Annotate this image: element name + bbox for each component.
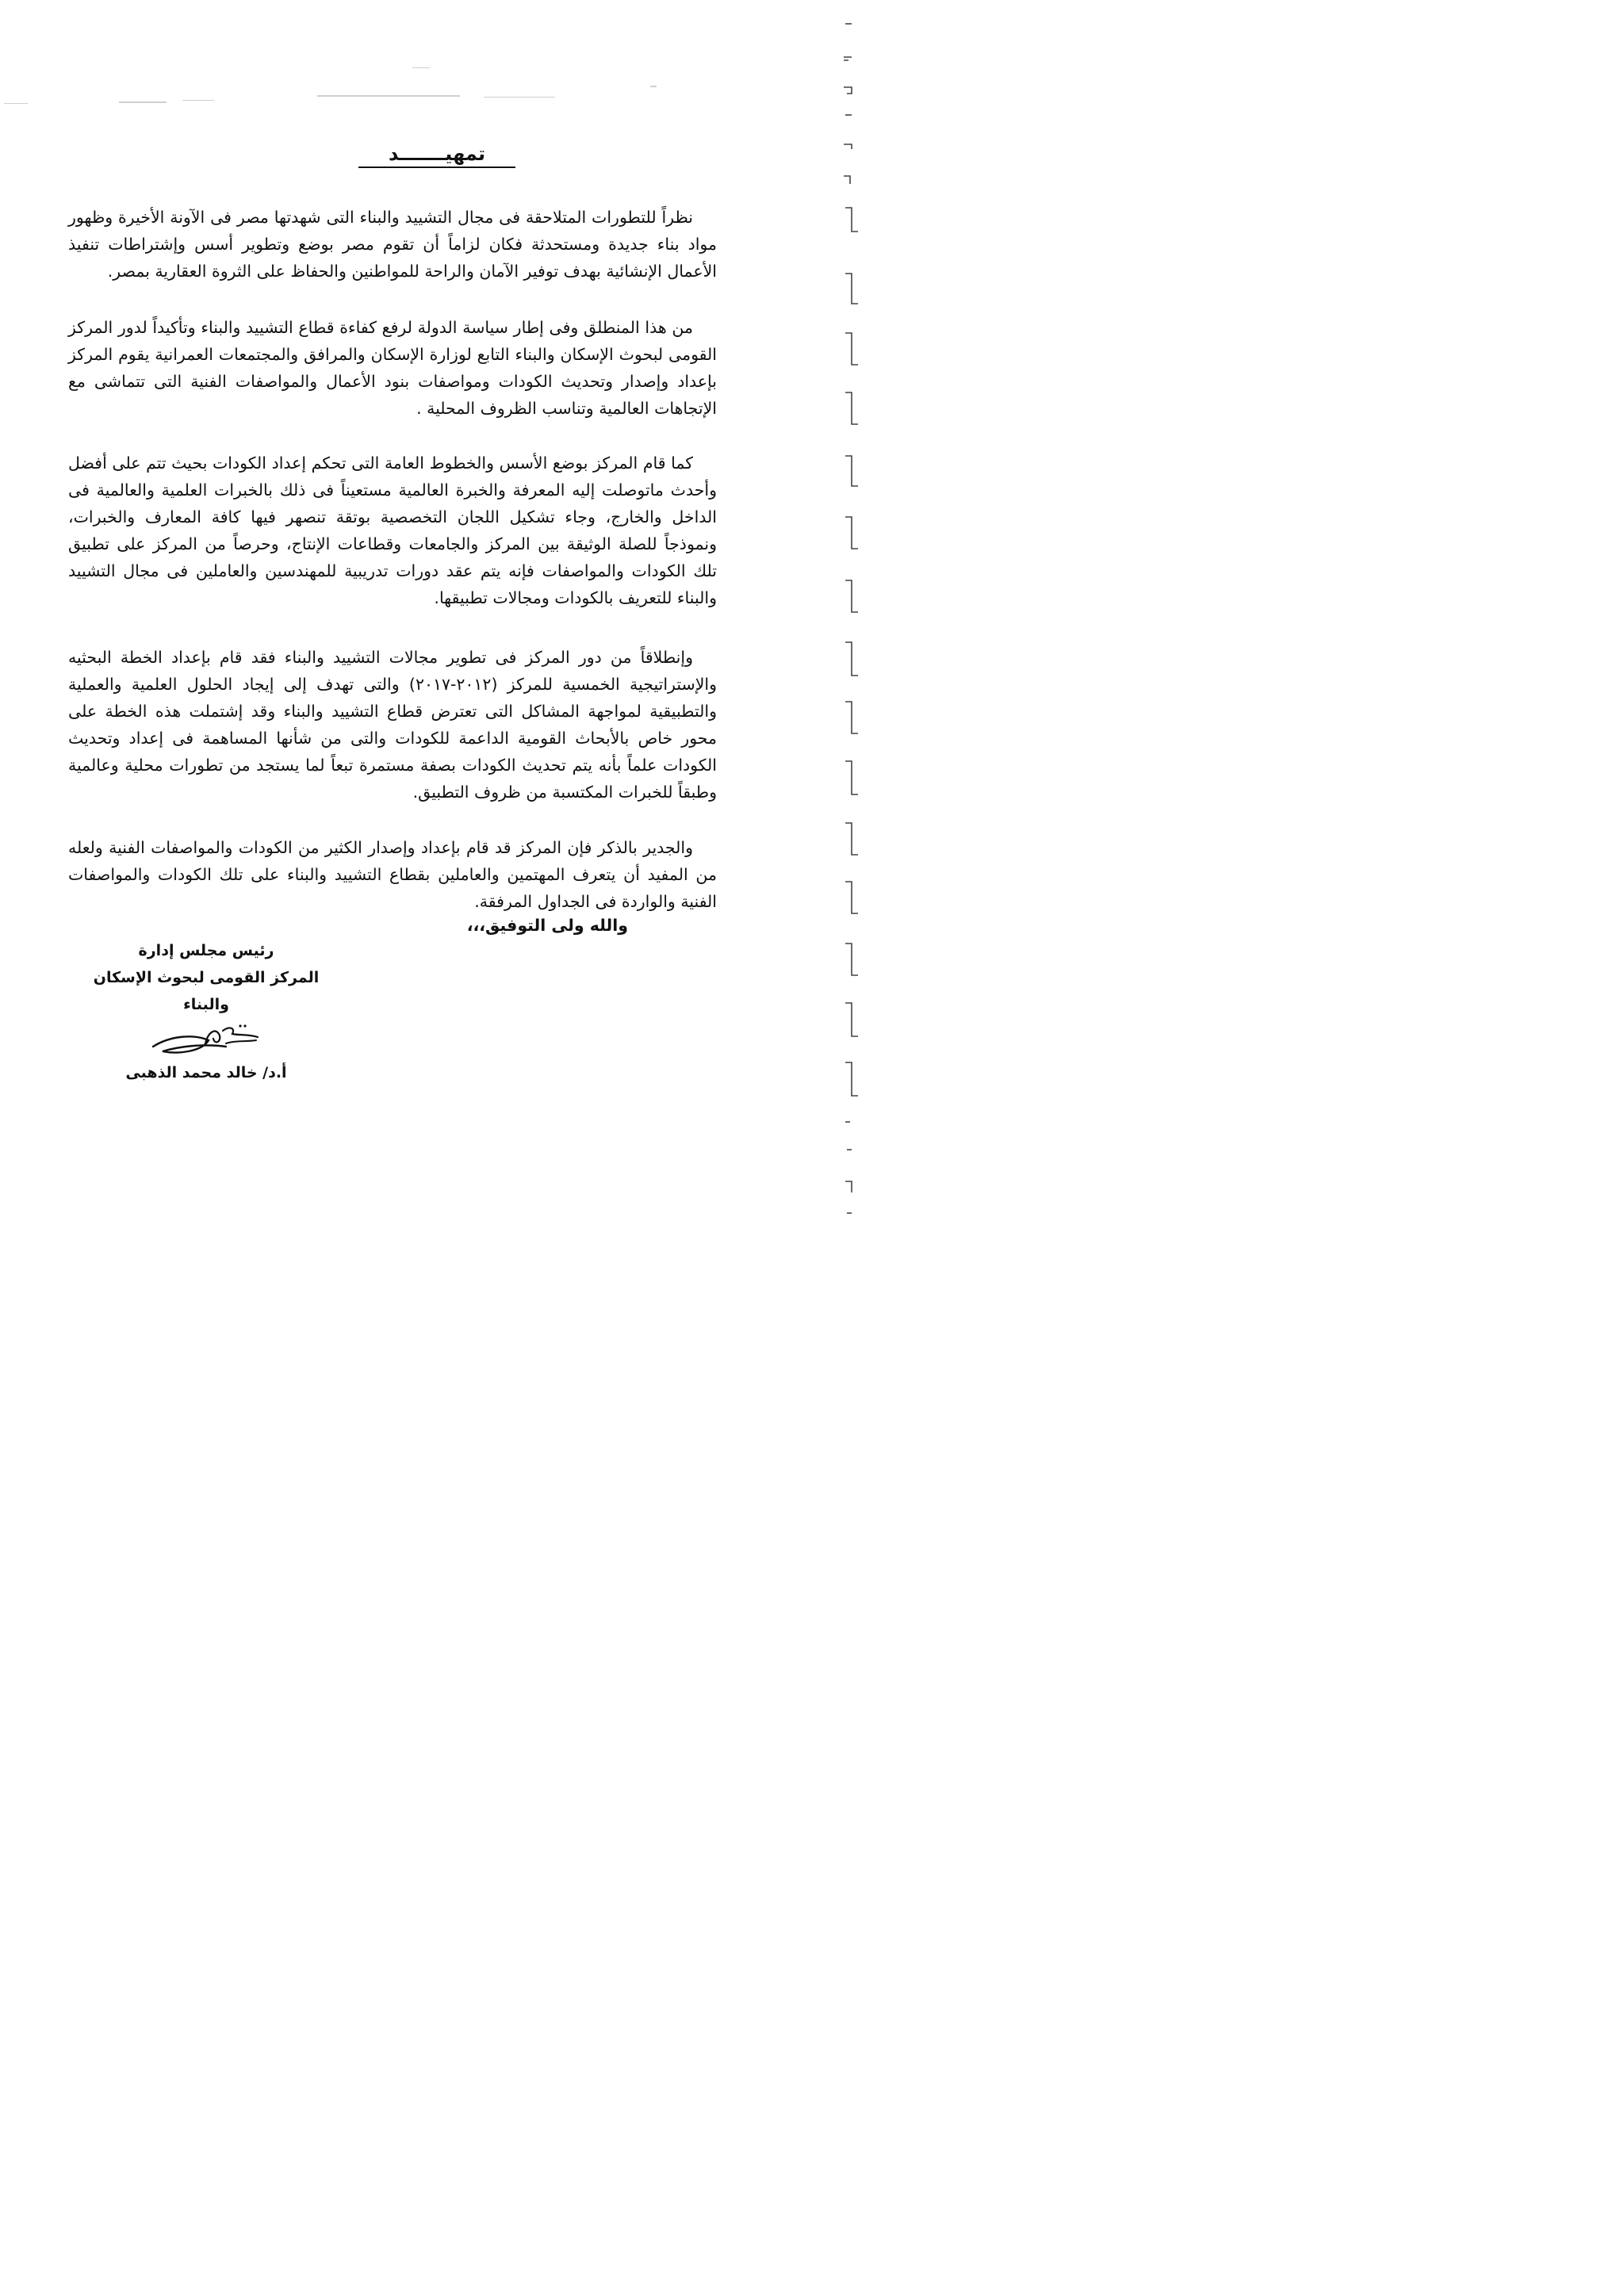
paragraph-5: والجدير بالذكر فإن المركز قد قام بإعداد وإصدار الكثير من الكودات والمواصفات الفنية ولعله من المفيد أن يتعرف المهتمين والعاملين بقطاع التشييد والبناء على تلك الكودات والمواصفات الفنية والواردة فى الجداول المرفقة.: [68, 838, 717, 911]
closing-line: والله ولى التوفيق،،،: [466, 916, 628, 935]
paragraph-3: كما قام المركز بوضع الأسس والخطوط العامة التى تحكم إعداد الكودات بحيث تتم على أفضل وأحدث ماتوصلت إليه المعرفة والخبرة العالمية مستعيناً فى ذلك بالخبرات العلمية والعالمية فى الداخل والخارج، وجاء تشكيل اللجان التخصصية بوتقة تنصهر فيها كافة المعارف والخبرات، ونموذجاً للصلة الوثيقة بين المركز والجامعات وقطاعات الإنتاج، وحرصاً من المركز على تطبيق تلك الكودات والمواصفات فإنه يتم عقد دورات تدريبية للمهندسين والعاملين فى مجال التشييد والبناء للتعريف بالكودات ومجالات تطبيقها.: [68, 454, 717, 607]
paragraph-4: وإنطلاقاً من دور المركز فى تطوير مجالات التشييد والبناء فقد قام بإعداد الخطة البحثيه والإستراتيجية الخمسية للمركز (٢٠١٢-٢٠١٧) والتى تهدف إلى إيجاد الحلول العلمية والعملية والتطبيقية لمواجهة المشاكل التى تعترض قطاع التشييد والبناء وقد إشتملت هذه الخطة على محور خاص بالأبحاث القومية الداعمة للكودات والتى من شأنها المساهمة فى إعداد وتحديث الكودات علماً بأنه يتم تحديث الكودات بصفة مستمرة تبعاً لما يستجد من تطورات محلية وعالمية وطبقاً للخبرات المكتسبة من ظروف التطبيق.: [68, 648, 717, 802]
document-page: [0, 0, 874, 1231]
signer-position-line2: المركز القومى لبحوث الإسكان والبناء: [93, 969, 320, 1013]
handwritten-signature: [147, 1020, 266, 1064]
signer-position-line1: رئيس مجلس إدارة: [138, 942, 274, 959]
document-title: تمهيـــــــد: [0, 143, 874, 168]
signer-name: أ.د/ خالد محمد الذهبى: [125, 1064, 287, 1081]
signature-block: [79, 937, 333, 1086]
paragraph-2: من هذا المنطلق وفى إطار سياسة الدولة لرفع كفاءة قطاع التشييد والبناء وتأكيداً لدور المركز القومى لبحوث الإسكان والبناء التابع لوزارة الإسكان والمرافق والمجتمعات العمرانية يقوم المركز بإعداد وإصدار وتحديث الكودات ومواصفات بنود الأعمال والمواصفات الفنية التى تتماشى مع الإتجاهات العالمية وتناسب الظروف المحلية .: [68, 318, 717, 418]
paragraph-1: نظراً للتطورات المتلاحقة فى مجال التشييد والبناء التى شهدتها مصر فى الآونة الأخيرة وظهور مواد بناء جديدة ومستحدثة فكان لزاماً أن تقوم مصر بوضع وتطوير أسس وإشتراطات تنفيذ الأعمال الإنشائية بهدف توفير الآمان والراحة للمواطنين والحفاظ على الثروة العقارية بمصر.: [68, 208, 717, 281]
binding-edge-marks: [810, 0, 874, 1231]
